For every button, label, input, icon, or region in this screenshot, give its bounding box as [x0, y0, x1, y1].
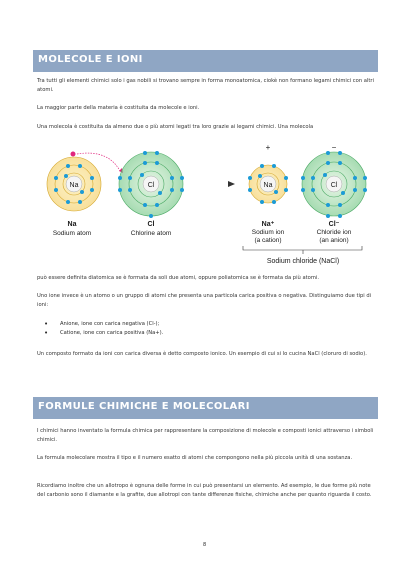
na-symbol: Na: [69, 182, 79, 189]
na-ion-label: Na⁺: [261, 221, 275, 228]
chlorine-atom: [118, 151, 184, 218]
cl-ion-label: Cl⁻: [328, 221, 340, 228]
chloride-ion: [301, 143, 367, 218]
ionic-bond-diagram: [0, 135, 413, 275]
list-item: • Catione, ione con carica positiva (Na+).: [44, 329, 374, 338]
paragraph: Tra tutti gli elementi chimici solo i gas nobili si trovano sempre in forma monoatomica, ciokè non formano legami chimici con altri atomi.: [37, 78, 374, 93]
na-ion-sub1: Sodium ion: [251, 229, 285, 236]
na-ion-symbol: Na: [263, 182, 273, 189]
compound-bracket: [243, 246, 362, 250]
paragraph: Una molecola è costituita da almeno due o più atomi legati tra loro grazie ai legami chimici. Una molecola: [37, 124, 314, 130]
plus-sign: +: [265, 143, 271, 152]
section-title: MOLECOLE E IONI: [38, 54, 143, 65]
page-number: 8: [203, 542, 207, 548]
paragraph: Uno ione invece è un atomo o un gruppo di atomi che presenta una particola carica positiva o negativa. Distinguiamo due tipi di ioni:: [37, 293, 372, 308]
paragraph: La formula molecolare mostra il tipo e il numero esatto di atomi che compongono nella più piccola unità di una sostanza.: [37, 455, 353, 461]
ion-types-list: [44, 320, 374, 338]
cl-sub: Chlorine atom: [130, 230, 172, 237]
compound-label: Sodium chloride (NaCl): [266, 258, 340, 265]
paragraph: può essere definita diatomica se è formata da soli due atomi, oppure poliatomica se è formata da più atomi.: [37, 275, 319, 281]
paragraph: Ricordiamo inoltre che un allotropo è ognuna delle forme in cui può presentarsi un elemento. Ad esempio, le due forme più note del carbonio sono il diamante e la grafite, due allotropi con tante differenze fisiche, chimiche anche per quanto riguarda il costo.: [37, 483, 372, 498]
na-label: Na: [67, 221, 77, 228]
section-banner-formule: [33, 397, 378, 419]
cl-ion-symbol: Cl: [330, 182, 338, 189]
section-banner-molecole: [33, 50, 378, 72]
sodium-atom: [47, 152, 101, 212]
na-ion-sub2: (a cation): [254, 237, 282, 244]
minus-sign: −: [331, 143, 337, 152]
reaction-arrow: [228, 181, 235, 187]
na-sub: Sodium atom: [52, 230, 92, 237]
paragraph: Un composto formato da ioni con carica diversa è detto composto ionico. Un esempio di cui si lo cucina NaCl (cloruro di sodio).: [37, 351, 367, 357]
list-item: • Anione, ione con carica negativa (Cl-);: [44, 320, 374, 329]
cl-ion-sub2: (an anion): [319, 237, 349, 244]
paragraph: La maggior parte della materia è costituita da molecole e ioni.: [37, 105, 200, 111]
section-title: FORMULE CHIMICHE E MOLECOLARI: [38, 401, 250, 412]
cl-symbol: Cl: [147, 182, 155, 189]
cl-label: Cl: [147, 221, 155, 228]
cl-ion-sub1: Chloride ion: [316, 229, 352, 236]
paragraph: I chimici hanno inventato la formula chimica per rappresentare la composizione di molecole e composti ionici attraverso i simboli chimici.: [37, 428, 374, 443]
sodium-ion: [248, 143, 288, 204]
